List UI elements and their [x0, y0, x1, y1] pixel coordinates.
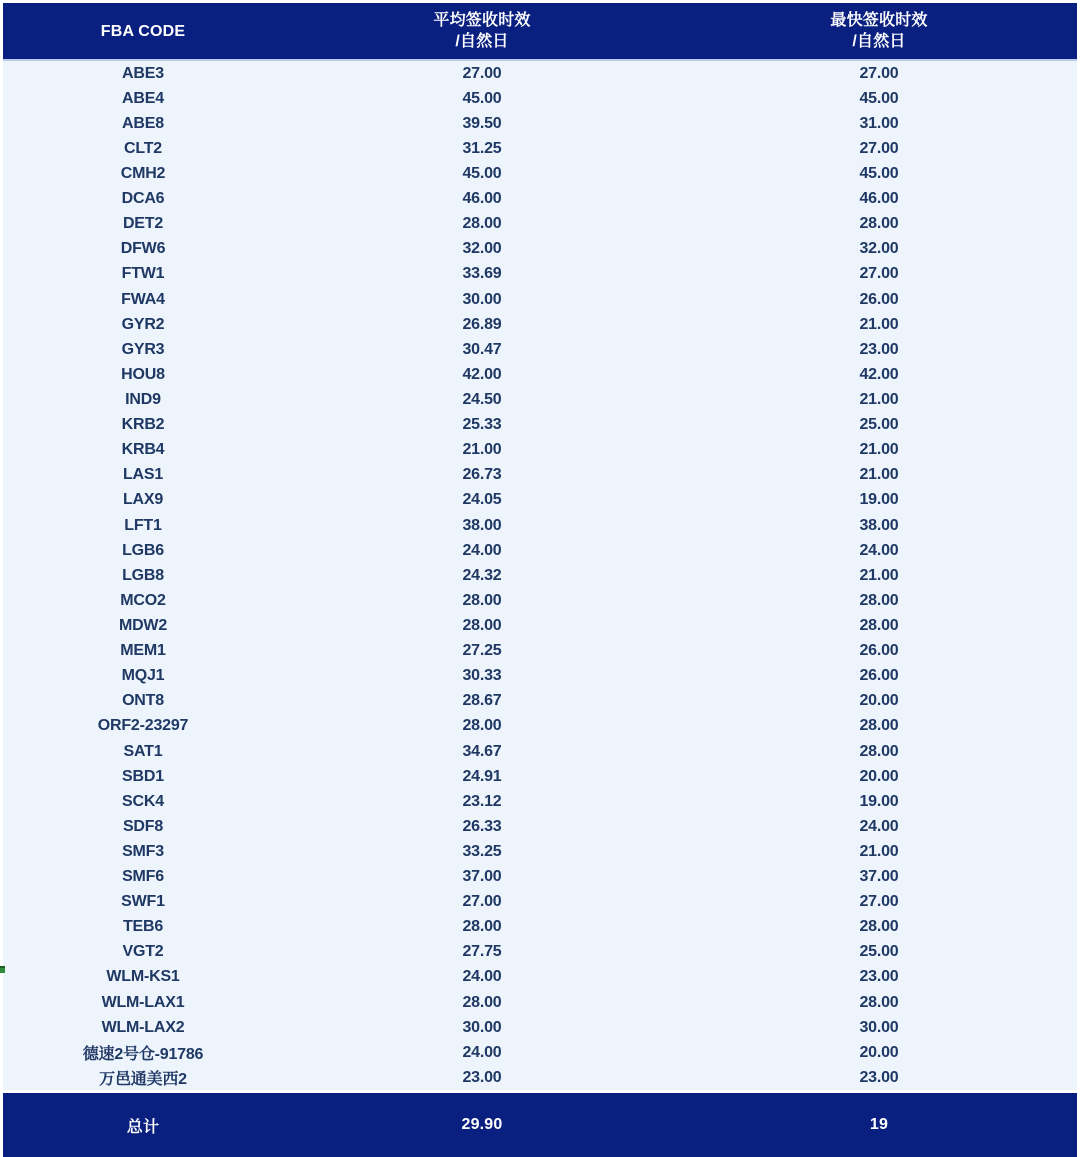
avg-days-cell: 28.00: [462, 717, 502, 735]
table-row: [3, 915, 1077, 940]
avg-days-cell: 28.67: [462, 692, 502, 710]
header-fastest-days-line2: /自然日: [852, 33, 906, 50]
avg-days-cell: 30.33: [462, 667, 502, 685]
table-row: [3, 1065, 1077, 1090]
fastest-days-cell: 27.00: [859, 265, 899, 283]
fba-code-cell: ABE8: [122, 114, 164, 132]
table-row: [3, 814, 1077, 839]
fastest-days-cell: 21.00: [859, 842, 899, 860]
table-row: [3, 413, 1077, 438]
fba-code-cell: MDW2: [118, 616, 168, 634]
fba-code-cell: HOU8: [121, 365, 165, 383]
fastest-days-cell: 20.00: [859, 767, 899, 785]
fastest-days-cell: 28.00: [859, 616, 899, 634]
table-row: [3, 61, 1077, 86]
avg-days-cell: 26.89: [462, 315, 502, 333]
fba-code-cell: WLM-KS1: [106, 968, 180, 986]
fastest-days-cell: 42.00: [859, 365, 899, 383]
table-row: [3, 639, 1077, 664]
fba-code-cell: IND9: [125, 390, 161, 408]
avg-days-cell: 23.12: [462, 792, 502, 810]
fba-code-cell: DCA6: [121, 190, 165, 208]
table-row: [3, 312, 1077, 337]
fba-code-cell: SMF3: [122, 842, 164, 860]
fastest-days-cell: 19.00: [859, 491, 899, 509]
fba-code-cell: SAT1: [123, 742, 163, 760]
fastest-days-cell: 27.00: [859, 139, 899, 157]
fastest-days-cell: 28.00: [859, 215, 899, 233]
table-row: [3, 689, 1077, 714]
fba-code-cell: ABE4: [122, 89, 164, 107]
table-row: [3, 1040, 1077, 1065]
avg-days-cell: 34.67: [462, 742, 502, 760]
fastest-days-cell: 21.00: [859, 315, 899, 333]
fba-code-cell: DET2: [122, 215, 164, 233]
fba-code-cell: GYR3: [121, 340, 165, 358]
fba-code-cell: MCO2: [120, 591, 166, 609]
fba-code-cell: FTW1: [121, 265, 165, 283]
avg-days-cell: 28.00: [462, 993, 502, 1011]
fastest-days-cell: 45.00: [859, 89, 899, 107]
fastest-days-cell: 26.00: [859, 290, 899, 308]
fastest-days-cell: 23.00: [859, 1068, 899, 1086]
fba-code-cell: SBD1: [122, 767, 164, 785]
table-row: [3, 789, 1077, 814]
table-row: [3, 463, 1077, 488]
avg-days-cell: 27.00: [462, 893, 502, 911]
footer-total-label: 总计: [126, 1118, 160, 1136]
fba-code-cell: MQJ1: [121, 667, 165, 685]
table-row: [3, 513, 1077, 538]
table-footer-row: [3, 1093, 1077, 1157]
avg-days-cell: 21.00: [462, 441, 502, 459]
fastest-days-cell: 28.00: [859, 742, 899, 760]
avg-days-cell: 38.00: [462, 516, 502, 534]
fastest-days-cell: 24.00: [859, 817, 899, 835]
table-row: [3, 136, 1077, 161]
fba-code-cell: LFT1: [124, 516, 162, 534]
avg-days-cell: 28.00: [462, 918, 502, 936]
table-header-row: [3, 3, 1077, 61]
table-row: [3, 161, 1077, 186]
table-row: [3, 1015, 1077, 1040]
avg-days-cell: 33.25: [462, 842, 502, 860]
avg-days-cell: 24.50: [462, 390, 502, 408]
avg-days-cell: 37.00: [462, 868, 502, 886]
table-row: [3, 865, 1077, 890]
fastest-days-cell: 20.00: [859, 692, 899, 710]
header-fba-code: FBA CODE: [100, 22, 186, 40]
avg-days-cell: 42.00: [462, 365, 502, 383]
table-row: [3, 362, 1077, 387]
fastest-days-cell: 26.00: [859, 642, 899, 660]
table-row: [3, 739, 1077, 764]
fba-code-cell: SWF1: [121, 893, 165, 911]
fastest-days-cell: 27.00: [859, 64, 899, 82]
table-row: [3, 613, 1077, 638]
fastest-days-cell: 23.00: [859, 340, 899, 358]
fastest-days-cell: 25.00: [859, 416, 899, 434]
fba-code-cell: 万邑通美西2: [99, 1071, 187, 1089]
avg-days-cell: 46.00: [462, 190, 502, 208]
fastest-days-cell: 25.00: [859, 943, 899, 961]
fba-code-cell: FWA4: [121, 290, 165, 308]
table-row: [3, 237, 1077, 262]
table-row: [3, 86, 1077, 111]
fba-code-cell: LAS1: [122, 466, 164, 484]
fastest-days-cell: 26.00: [859, 667, 899, 685]
fastest-days-cell: 24.00: [859, 541, 899, 559]
fba-code-cell: ORF2-23297: [97, 717, 189, 735]
fba-code-cell: SDF8: [122, 817, 164, 835]
fba-code-cell: CMH2: [120, 164, 166, 182]
table-row: [3, 940, 1077, 965]
avg-days-cell: 27.25: [462, 642, 502, 660]
avg-days-cell: 31.25: [462, 139, 502, 157]
header-avg-days-line2: /自然日: [455, 33, 509, 50]
fastest-days-cell: 21.00: [859, 441, 899, 459]
footer-avg-value: 29.90: [461, 1116, 503, 1134]
fastest-days-cell: 28.00: [859, 918, 899, 936]
avg-days-cell: 24.00: [462, 1043, 502, 1061]
table-row: [3, 111, 1077, 136]
avg-days-cell: 28.00: [462, 591, 502, 609]
table-row: [3, 488, 1077, 513]
table-body: [3, 61, 1077, 1090]
table-row: [3, 664, 1077, 689]
table-row: [3, 839, 1077, 864]
table-row: [3, 563, 1077, 588]
avg-days-cell: 26.33: [462, 817, 502, 835]
fba-code-cell: VGT2: [122, 943, 164, 961]
header-fastest-days-line1: 最快签收时效: [830, 12, 928, 29]
fastest-days-cell: 20.00: [859, 1043, 899, 1061]
fastest-days-cell: 30.00: [859, 1018, 899, 1036]
fba-code-cell: SCK4: [122, 792, 164, 810]
avg-days-cell: 24.00: [462, 541, 502, 559]
fba-code-cell: KRB2: [121, 416, 165, 434]
fastest-days-cell: 21.00: [859, 466, 899, 484]
avg-days-cell: 28.00: [462, 616, 502, 634]
fastest-days-cell: 28.00: [859, 993, 899, 1011]
table-row: [3, 187, 1077, 212]
table-row: [3, 387, 1077, 412]
fba-code-cell: ABE3: [122, 64, 164, 82]
table-row: [3, 287, 1077, 312]
avg-days-cell: 32.00: [462, 240, 502, 258]
fastest-days-cell: 45.00: [859, 164, 899, 182]
avg-days-cell: 24.05: [462, 491, 502, 509]
fba-code-cell: GYR2: [121, 315, 165, 333]
avg-days-cell: 30.00: [462, 290, 502, 308]
fba-code-cell: CLT2: [123, 139, 162, 157]
fastest-days-cell: 27.00: [859, 893, 899, 911]
fba-code-cell: KRB4: [121, 441, 165, 459]
table-row: [3, 764, 1077, 789]
fastest-days-cell: 38.00: [859, 516, 899, 534]
avg-days-cell: 45.00: [462, 164, 502, 182]
fastest-days-cell: 28.00: [859, 717, 899, 735]
table-row: [3, 965, 1077, 990]
table-row: [3, 588, 1077, 613]
table-row: [3, 990, 1077, 1015]
avg-days-cell: 27.75: [462, 943, 502, 961]
header-avg-days-line1: 平均签收时效: [433, 12, 531, 29]
fastest-days-cell: 31.00: [859, 114, 899, 132]
fba-code-cell: LAX9: [122, 491, 164, 509]
fastest-days-cell: 32.00: [859, 240, 899, 258]
table-row: [3, 890, 1077, 915]
header-avg-days: [283, 10, 681, 52]
fba-code-cell: TEB6: [122, 918, 164, 936]
fba-code-cell: MEM1: [120, 642, 166, 660]
table-row: [3, 262, 1077, 287]
avg-days-cell: 25.33: [462, 416, 502, 434]
fastest-days-cell: 23.00: [859, 968, 899, 986]
avg-days-cell: 27.00: [462, 64, 502, 82]
fastest-days-cell: 21.00: [859, 390, 899, 408]
fba-code-cell: DFW6: [120, 240, 166, 258]
fba-code-cell: WLM-LAX1: [101, 993, 185, 1011]
green-artifact-mark: [0, 966, 5, 973]
fba-code-cell: LGB8: [122, 566, 164, 584]
fba-code-cell: SMF6: [122, 868, 164, 886]
avg-days-cell: 24.32: [462, 566, 502, 584]
avg-days-cell: 23.00: [462, 1068, 502, 1086]
avg-days-cell: 33.69: [462, 265, 502, 283]
avg-days-cell: 26.73: [462, 466, 502, 484]
avg-days-cell: 28.00: [462, 215, 502, 233]
fastest-days-cell: 28.00: [859, 591, 899, 609]
table-row: [3, 212, 1077, 237]
avg-days-cell: 24.00: [462, 968, 502, 986]
avg-days-cell: 30.47: [462, 340, 502, 358]
table-row: [3, 538, 1077, 563]
fba-code-cell: ONT8: [122, 692, 164, 710]
fastest-days-cell: 46.00: [859, 190, 899, 208]
fba-code-cell: LGB6: [122, 541, 164, 559]
avg-days-cell: 39.50: [462, 114, 502, 132]
footer-fastest-value: 19: [869, 1116, 889, 1134]
fastest-days-cell: 21.00: [859, 566, 899, 584]
fba-code-cell: WLM-LAX2: [101, 1018, 185, 1036]
avg-days-cell: 30.00: [462, 1018, 502, 1036]
fba-code-cell: 德速2号仓-91786: [82, 1046, 204, 1064]
avg-days-cell: 45.00: [462, 89, 502, 107]
fastest-days-cell: 37.00: [859, 868, 899, 886]
table-row: [3, 438, 1077, 463]
header-fastest-days: [681, 10, 1077, 52]
fastest-days-cell: 19.00: [859, 792, 899, 810]
avg-days-cell: 24.91: [462, 767, 502, 785]
table-row: [3, 714, 1077, 739]
table-row: [3, 337, 1077, 362]
